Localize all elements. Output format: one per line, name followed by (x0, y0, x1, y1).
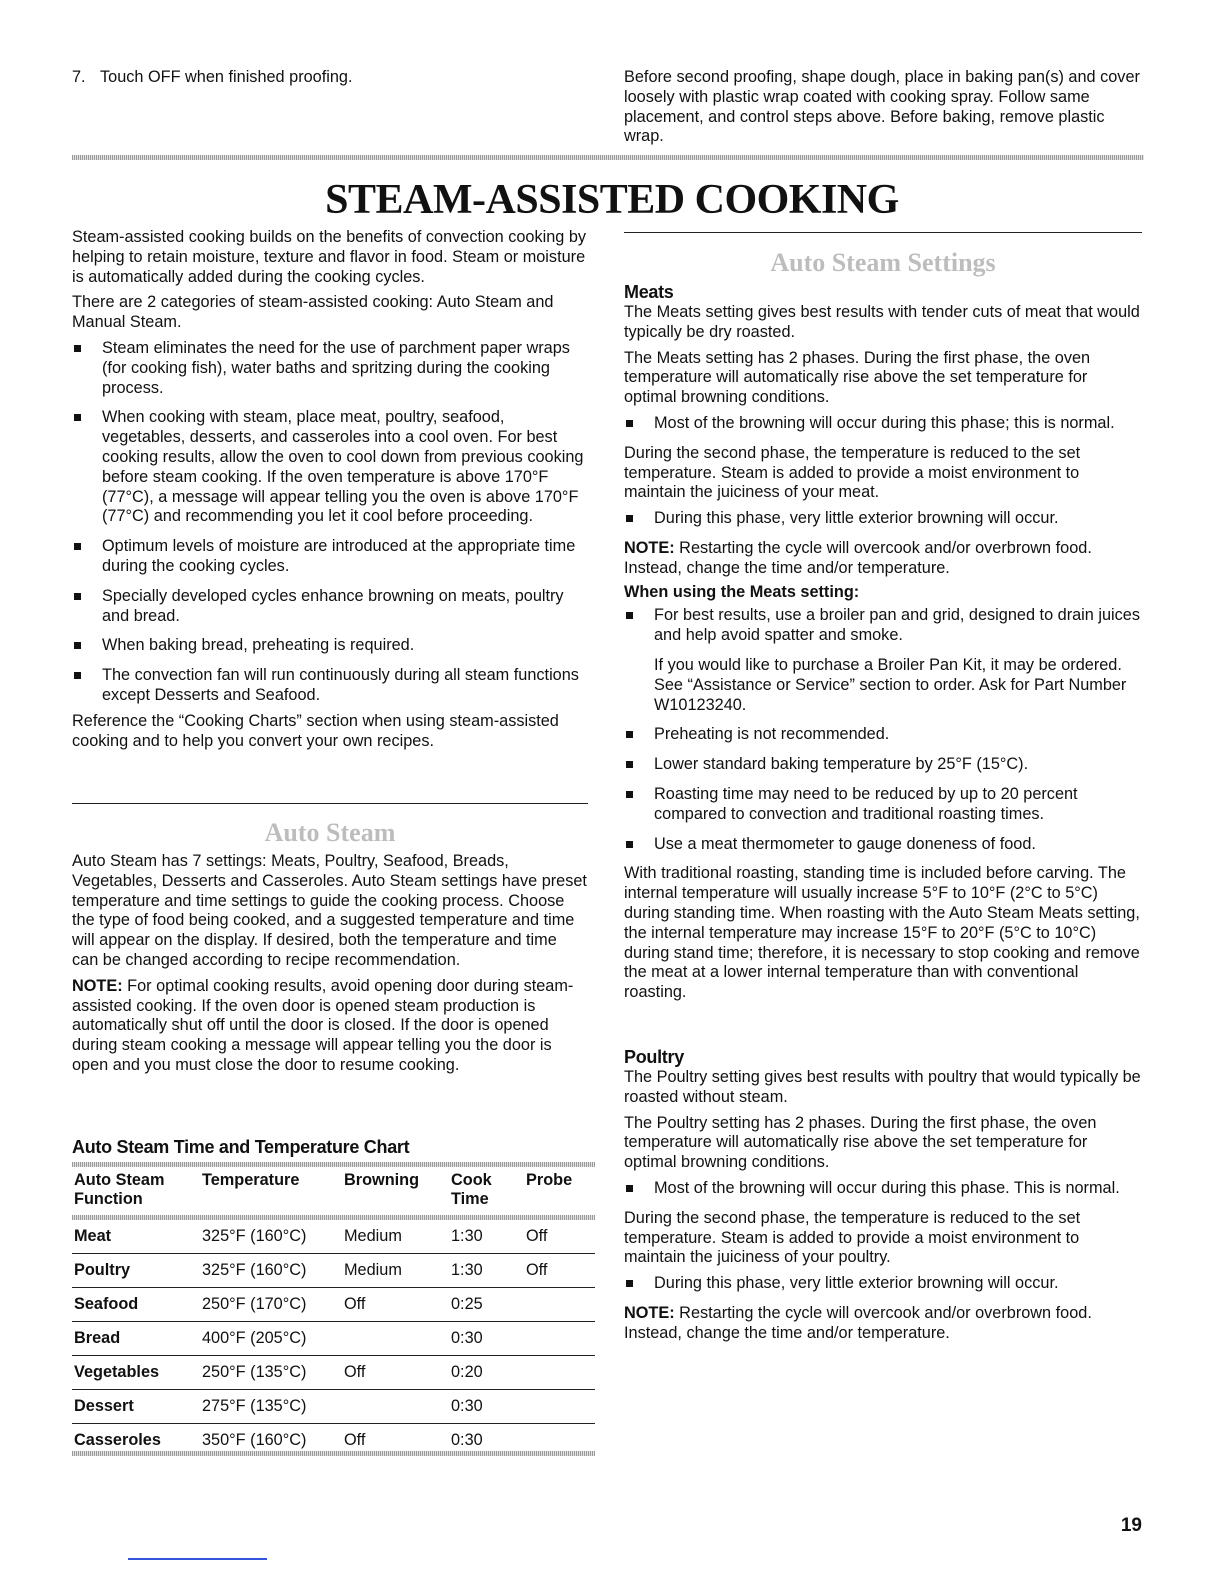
cell-cook-time: 1:30 (449, 1220, 524, 1254)
meats-paragraph-1: The Meats setting gives best results with tender cuts of meat that would typically be dry roasted. (624, 303, 1140, 341)
auto-steam-heading: Auto Steam (264, 818, 396, 847)
meats-paragraph-3: During the second phase, the temperature is reduced to the set temperature. Steam is added to provide a moist environment to maintain the juiciness of your meat. (624, 443, 1081, 502)
col-header-temperature: Temperature (202, 1171, 300, 1189)
cell-probe: Off (524, 1220, 595, 1254)
col-header-probe: Probe (526, 1171, 573, 1189)
cell-probe (524, 1322, 595, 1356)
chart-title: Auto Steam Time and Temperature Chart (72, 1137, 410, 1157)
auto-steam-section (72, 852, 587, 1076)
cell-temperature: 325°F (160°C) (200, 1220, 342, 1254)
page-number: 19 (1120, 1515, 1142, 1536)
note-label: NOTE: (624, 1303, 675, 1322)
meats-using-bullet: Use a meat thermometer to gauge doneness of food. (624, 835, 1142, 855)
poultry-bullet: Most of the browning will occur during this phase. This is normal. (624, 1179, 1142, 1199)
footer-accent-bar (128, 1558, 267, 1560)
cell-cook-time: 1:30 (449, 1254, 524, 1288)
cell-browning: Off (344, 1431, 366, 1449)
note-label: NOTE: (624, 538, 675, 557)
table-row (72, 1356, 595, 1390)
poultry-section (624, 1046, 1142, 1344)
cell-temperature: 250°F (135°C) (200, 1356, 342, 1390)
top-divider (72, 155, 1144, 160)
table-row (72, 1288, 595, 1322)
settings-heading: Auto Steam Settings (770, 248, 996, 277)
poultry-title: Poultry (624, 1047, 684, 1067)
chart-header-row (72, 1169, 595, 1215)
auto-steam-paragraph: Auto Steam has 7 settings: Meats, Poultry, Seafood, Breads, Vegetables, Desserts and Casseroles. Auto Steam settings have preset temperature and time settings to guide the cooking process. Choose the type of food being cooked, and a suggested temperature and time will appear on the display. If desired, both the temperature and time can be changed according to recipe recommendation. (72, 852, 587, 969)
meats-bullet: Most of the browning will occur during this phase; this is normal. (624, 414, 1142, 434)
cell-temperature: 350°F (160°C) (202, 1431, 307, 1449)
cell-function: Poultry (72, 1254, 200, 1288)
poultry-paragraph-2: The Poultry setting has 2 phases. During the first phase, the oven temperature will automatically rise above the set temperature for optimal browning conditions. (624, 1113, 1097, 1172)
chart-top-divider (72, 1162, 595, 1167)
note-text: Restarting the cycle will overcook and/or overbrown food. Instead, change the time and/or temperature. (624, 538, 1092, 577)
meats-paragraph-4: With traditional roasting, standing time is included before carving. The internal temperature will usually increase 5°F to 10°F (2°C to 5°C) during standing time. When roasting with the Auto Steam Meats setting, the internal temperature may increase 15°F to 20°F (5°C to 10°C) during stand time; therefore, it is necessary to stop cooking and remove the meat at a lower internal temperature than with conventional roasting. (624, 864, 1140, 1002)
cell-cook-time: 0:30 (449, 1390, 524, 1424)
step-text: Touch OFF when finished proofing. (100, 68, 353, 86)
meats-using-title: When using the Meats setting: (624, 582, 860, 601)
intro-paragraph-2: There are 2 categories of steam-assisted cooking: Auto Steam and Manual Steam. (72, 293, 554, 332)
cell-browning: Medium (342, 1254, 449, 1288)
cell-browning (342, 1322, 449, 1356)
cell-temperature: 400°F (205°C) (200, 1322, 342, 1356)
cell-browning: Medium (342, 1220, 449, 1254)
poultry-paragraph-1: The Poultry setting gives best results with poultry that would typically be roasted without steam. (624, 1068, 1141, 1106)
meats-using-bullet: For best results, use a broiler pan and grid, designed to drain juices and help avoid spatter and smoke. (624, 606, 1142, 646)
cell-function: Bread (72, 1322, 200, 1356)
cell-function: Seafood (72, 1288, 200, 1322)
poultry-bullet: During this phase, very little exterior browning will occur. (624, 1274, 1142, 1294)
intro-bullet: Steam eliminates the need for the use of parchment paper wraps (for cooking fish), water baths and spritzing during the cooking process. (72, 339, 587, 398)
cell-temperature: 325°F (160°C) (200, 1254, 342, 1288)
cell-function: Casseroles (74, 1431, 161, 1449)
table-row (72, 1220, 595, 1254)
intro-bullet: Optimum levels of moisture are introduced at the appropriate time during the cooking cycles. (72, 537, 587, 577)
meats-note (624, 539, 1142, 579)
meats-section (624, 281, 1142, 1003)
cell-function: Vegetables (72, 1356, 200, 1390)
cell-function: Meat (72, 1220, 200, 1254)
intro-bullet: Specially developed cycles enhance browning on meats, poultry and bread. (72, 587, 587, 627)
cell-probe: Off (524, 1254, 595, 1288)
intro-section (72, 228, 587, 751)
cell-browning (342, 1390, 449, 1424)
col-header-browning: Browning (344, 1171, 420, 1189)
poultry-note (624, 1304, 1142, 1344)
cell-temperature: 250°F (170°C) (200, 1288, 342, 1322)
col-header-function: Auto Steam Function (74, 1171, 165, 1208)
col-header-cook-time: Cook Time (451, 1171, 492, 1208)
time-temp-chart (72, 1169, 595, 1457)
intro-paragraph-1: Steam-assisted cooking builds on the benefits of convection cooking by helping to retain moisture, texture and flavor in food. Steam or moisture is automatically added during the cooking cycles. (72, 228, 587, 286)
note-label: NOTE: (72, 976, 123, 995)
poultry-paragraph-3: During the second phase, the temperature is reduced to the set temperature. Steam is added to provide a moist environment to maintain the juiciness of your poultry. (624, 1208, 1081, 1267)
cell-probe (524, 1390, 595, 1424)
cell-cook-time: 0:30 (451, 1431, 483, 1449)
cell-probe (524, 1288, 595, 1322)
step-number: 7. (72, 68, 86, 86)
cell-temperature: 275°F (135°C) (200, 1390, 342, 1424)
table-row (72, 1322, 595, 1356)
intro-bullet: When baking bread, preheating is required. (72, 636, 587, 656)
chart-bottom-divider (72, 1451, 595, 1456)
table-row (72, 1390, 595, 1424)
cell-browning: Off (342, 1356, 449, 1390)
cell-probe (524, 1356, 595, 1390)
page-title: STEAM-ASSISTED COOKING (325, 177, 899, 223)
broiler-pan-kit-note: If you would like to purchase a Broiler Pan Kit, it may be ordered. See “Assistance or Service” section to order. Ask for Part Number W10123240. (654, 655, 1127, 714)
meats-using-bullet: Lower standard baking temperature by 25°F (15°C). (624, 755, 1142, 775)
intro-bullet: When cooking with steam, place meat, poultry, seafood, vegetables, desserts, and casseroles into a cool oven. For best cooking results, allow the oven to cool down from previous cooking before steam cooking. If the oven temperature is above 170°F (77°C), a message will appear telling you the oven is above 170°F (77°C) and recommending you let it cool before proceeding. (72, 408, 587, 527)
table-row (72, 1254, 595, 1288)
meats-using-bullet: Roasting time may need to be reduced by up to 20 percent compared to convection and traditional roasting times. (624, 785, 1142, 825)
auto-steam-note (72, 977, 587, 1076)
cell-function: Dessert (72, 1390, 200, 1424)
intro-paragraph-3: Reference the “Cooking Charts” section when using steam-assisted cooking and to help you convert your own recipes. (72, 711, 559, 750)
cell-cook-time: 0:25 (449, 1288, 524, 1322)
meats-bullet: During this phase, very little exterior browning will occur. (624, 509, 1142, 529)
step-7 (72, 68, 572, 88)
meats-title: Meats (624, 282, 674, 302)
intro-bullet: The convection fan will run continuously during all steam functions except Desserts and Seafood. (72, 666, 587, 706)
second-proofing-text: Before second proofing, shape dough, place in baking pan(s) and cover loosely with plastic wrap coated with cooking spray. Follow same placement, and control steps above. Before baking, remove plastic wrap. (624, 68, 1140, 146)
note-text: Restarting the cycle will overcook and/or overbrown food. Instead, change the time and/or temperature. (624, 1303, 1092, 1342)
note-text: For optimal cooking results, avoid opening door during steam-assisted cooking. If the oven door is opened steam production is automatically shut off until the door is closed. If the door is opened during steam cooking a message will appear telling you the door is open and you must close the door to resume cooking. (72, 976, 574, 1074)
chart-table (72, 1169, 595, 1457)
meats-paragraph-2: The Meats setting has 2 phases. During the first phase, the oven temperature will automatically rise above the set temperature for optimal browning conditions. (624, 348, 1091, 407)
cell-cook-time: 0:30 (449, 1322, 524, 1356)
cell-browning: Off (342, 1288, 449, 1322)
settings-rule (624, 232, 1142, 233)
auto-steam-rule (72, 803, 588, 804)
cell-cook-time: 0:20 (449, 1356, 524, 1390)
meats-using-bullet: Preheating is not recommended. (624, 725, 1142, 745)
